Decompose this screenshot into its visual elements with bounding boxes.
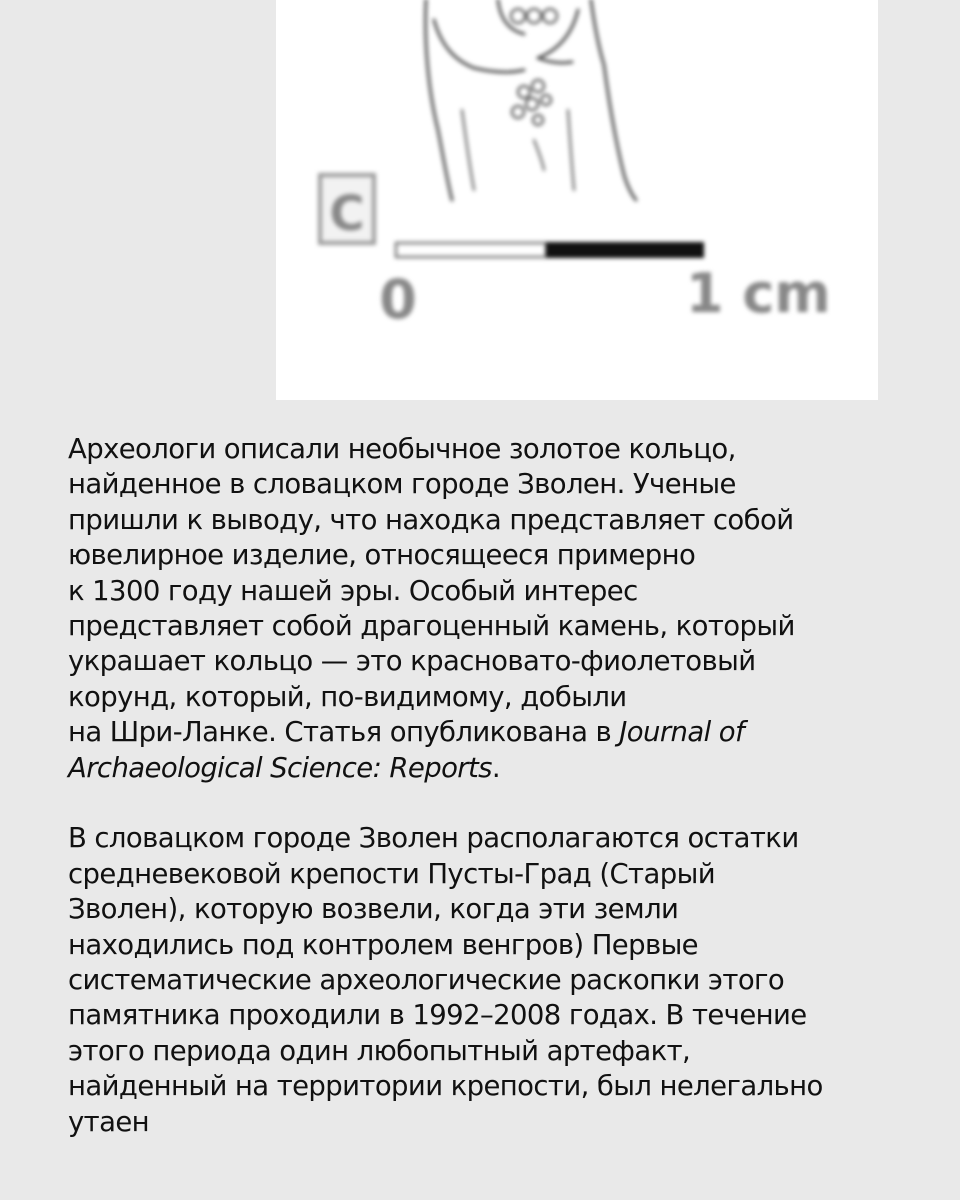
article-body: [68, 432, 908, 1140]
gem-cluster-icon: [511, 9, 557, 125]
figure-illustration: [276, 0, 878, 400]
paragraph-1-end: .: [491, 751, 501, 784]
paragraph-1: [68, 432, 908, 786]
scale-end-label: 1 cm: [686, 262, 831, 325]
paragraph-1-text: Археологи описали необычное золотое кольцо, найденное в словацком городе Зволен. Ученые пришли к выводу, что находка представляет собой ювелирное изделие, относящееся примерно к 1300 году нашей эры. Особый интерес представляет собой драгоценный камень, который украшает кольцо — это красновато-фиолетовый корунд, который, по-видимому, добыли на Шри-Ланке. Статья опубликована в: [68, 433, 795, 749]
scale-bar-black-segment: [546, 242, 704, 258]
paragraph-2: В словацком городе Зволен располагаются остатки средневековой крепости Пусты-Град (Старый Зволен), которую возвели, когда эти земли находились под контролем венгров) Первые систематические археологические раскопки этого памятника проходили в 1992–2008 годах. В течение этого периода один любопытный артефакт, найденный на территории крепости, был нелегально утаен: [68, 822, 823, 1138]
journal-title: Journal of Archaeological Science: Reports: [68, 716, 745, 784]
panel-label: C: [329, 186, 365, 242]
scale-start-label: 0: [379, 268, 417, 331]
ring-drawing: [276, 0, 878, 400]
ring-sketch-icon: [426, 0, 637, 200]
scale-bar-white-segment: [396, 243, 546, 257]
